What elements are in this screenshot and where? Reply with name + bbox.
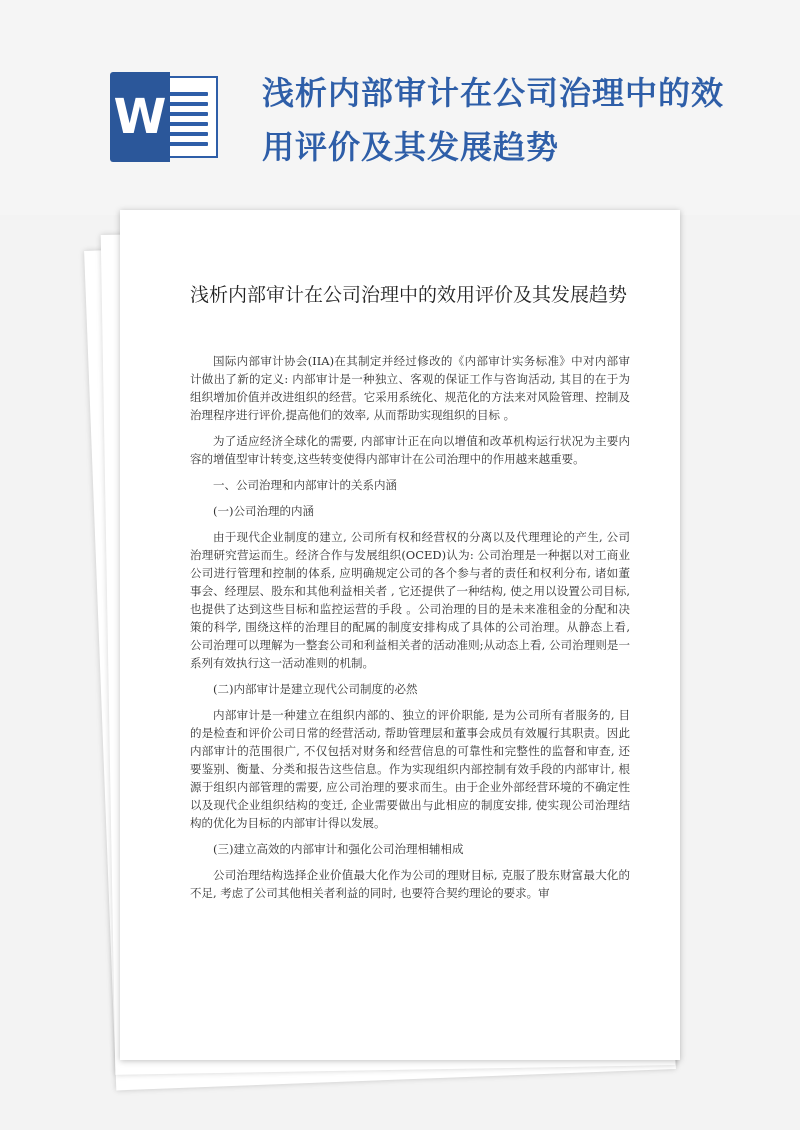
- subsection-heading: (三)建立高效的内部审计和强化公司治理相辅相成: [213, 842, 464, 856]
- section-heading: 一、公司治理和内部审计的关系内涵: [213, 478, 397, 492]
- subsection-heading: (二)内部审计是建立现代公司制度的必然: [213, 682, 418, 696]
- subsection-heading: (一)公司治理的内涵: [213, 504, 314, 518]
- banner-title: 浅析内部审计在公司治理中的效用评价及其发展趋势: [262, 74, 725, 166]
- word-icon-badge: W: [110, 72, 170, 162]
- word-document-icon: [110, 72, 220, 162]
- paragraph: 国际内部审计协会(IIA)在其制定并经过修改的《内部审计实务标准》中对内部审计做出了新的定义: 内部审计是一种独立、客观的保证工作与咨询活动, 其目的在于为组织增加价值并改进组织的经营。它采用系统化、规范化的方法来对风险管理、控制及治理程序进行评价,提高他们的效率, 从而帮助实现组织的目标 。: [190, 354, 630, 422]
- banner: [0, 0, 800, 215]
- document-title: 浅析内部审计在公司治理中的效用评价及其发展趋势: [190, 284, 628, 306]
- document-page: [120, 210, 680, 1060]
- paragraph: 由于现代企业制度的建立, 公司所有权和经营权的分离以及代理理论的产生, 公司治理研究营运而生。经济合作与发展组织(OCED)认为: 公司治理是一种据以对工商业公司进行管理和控制的体系, 应明确规定公司的各个参与者的责任和权利分布, 诸如董事会、经理层、股东和其他利益相关者 , 它还提供了一种结构, 使之用以设置公司目标, 也提供了达到这些目标和监控运营的手段 。公司治理的目的是未来准租金的分配和决策的科学, 围绕这样的治理目的配属的制度安排构成了具体的公司治理。从静态上看, 公司治理可以理解为一整套公司和利益相关者的活动准则;从动态上看, 公司治理则是一系列有效执行这一活动准则的机制。: [190, 530, 630, 670]
- document-body: [190, 352, 630, 910]
- paragraph: 为了适应经济全球化的需要, 内部审计正在向以增值和改革机构运行状况为主要内容的增值型审计转变,这些转变使得内部审计在公司治理中的作用越来越重要。: [190, 434, 630, 466]
- paragraph: 公司治理结构选择企业价值最大化作为公司的理财目标, 克服了股东财富最大化的不足, 考虑了公司其他相关者利益的同时, 也要符合契约理论的要求。审: [190, 868, 630, 900]
- paragraph: 内部审计是一种建立在组织内部的、独立的评价职能, 是为公司所有者服务的, 目的是检查和评价公司日常的经营活动, 帮助管理层和董事会成员有效履行其职责。因此内部审计的范围很广, 不仅包括对财务和经营信息的可靠性和完整性的监督和审查, 还要鉴别、衡量、分类和报告这些信息。作为实现组织内部控制有效手段的内部审计, 根源于组织内部管理的需要, 应公司治理的要求而生。由于企业外部经营环境的不确定性以及现代企业组织结构的变迁, 企业需要做出与此相应的制度安排, 使实现公司治理结构的优化为目标的内部审计得以发展。: [190, 708, 630, 830]
